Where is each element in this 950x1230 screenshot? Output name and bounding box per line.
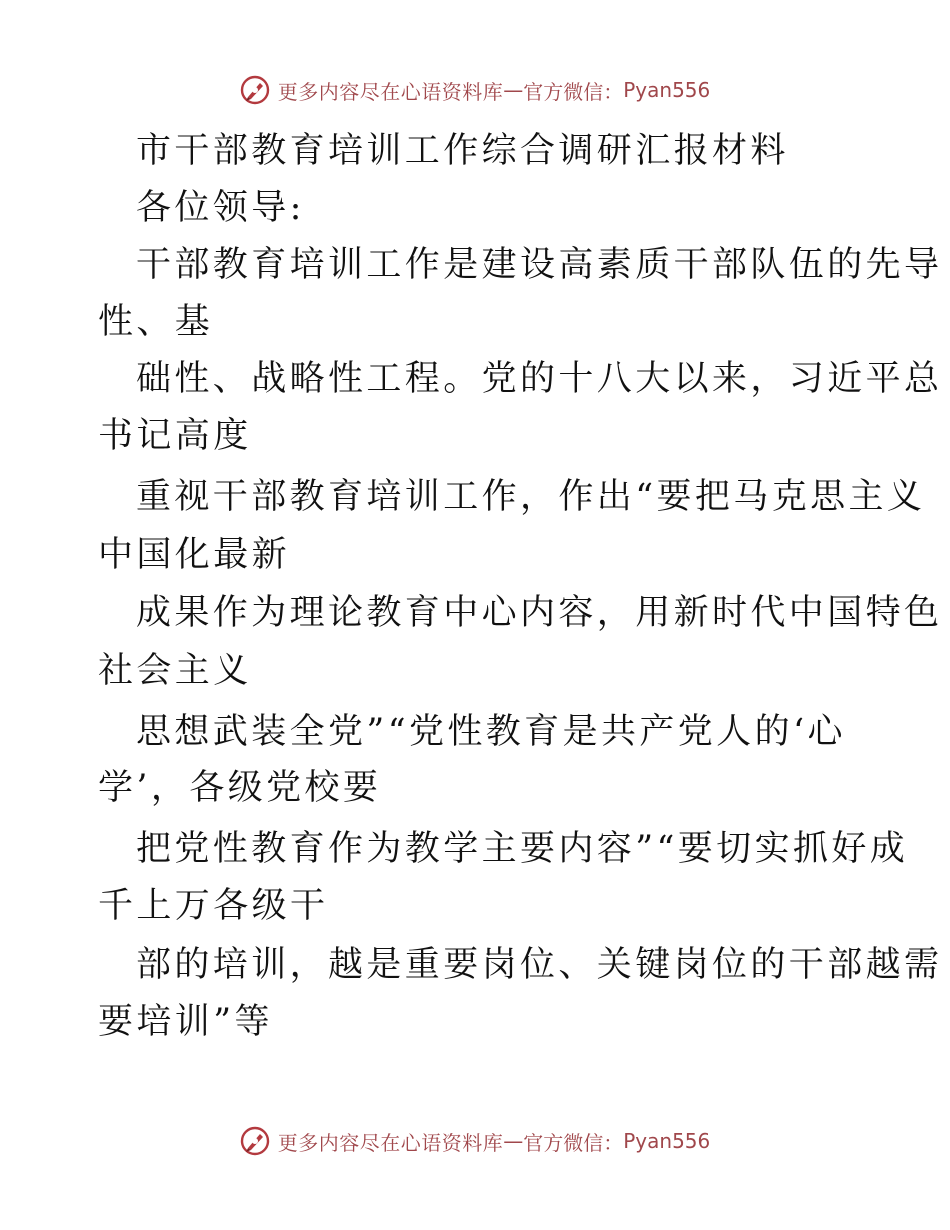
text-line: 把党性教育作为教学主要内容”“要切实抓好成 [136, 829, 909, 869]
footer-brand-text: 更多内容尽在心语资料库 [277, 1130, 504, 1155]
text-line: 学’，各级党校要 [98, 768, 382, 808]
header-banner [0, 70, 950, 110]
text-line: 书记高度 [98, 416, 252, 456]
footer-wechat-label: 官方微信： [523, 1130, 624, 1155]
text-line: 干部教育培训工作是建设高素质干部队伍的先导 [136, 245, 943, 285]
quill-logo-icon [240, 75, 270, 105]
text-line: 部的培训，越是重要岗位、关键岗位的干部越需 [136, 945, 943, 985]
footer-banner [0, 1121, 950, 1161]
header-separator: — [503, 78, 524, 102]
document-title: 市干部教育培训工作综合调研汇报材料 [136, 131, 789, 171]
text-line: 思想武装全党”“党性教育是共产党人的‘心 [136, 712, 846, 752]
header-brand-text: 更多内容尽在心语资料库 [277, 79, 504, 104]
text-line: 中国化最新 [98, 535, 291, 575]
text-line: 社会主义 [98, 651, 252, 691]
document-salutation: 各位领导: [136, 188, 305, 228]
text-line: 要培训”等 [98, 1002, 273, 1042]
text-line: 千上万各级干 [98, 886, 329, 926]
text-line: 础性、战略性工程。党的十八大以来，习近平总 [136, 359, 943, 399]
footer-wechat-id: Pyan556 [623, 1129, 711, 1153]
quill-logo-icon [240, 1126, 270, 1156]
text-line: 性、基 [98, 302, 214, 342]
header-wechat-id: Pyan556 [623, 78, 711, 102]
text-line: 重视干部教育培训工作，作出“要把马克思主义 [136, 477, 926, 517]
footer-separator: — [503, 1129, 524, 1153]
text-line: 成果作为理论教育中心内容，用新时代中国特色 [136, 593, 943, 633]
header-wechat-label: 官方微信： [523, 79, 624, 104]
